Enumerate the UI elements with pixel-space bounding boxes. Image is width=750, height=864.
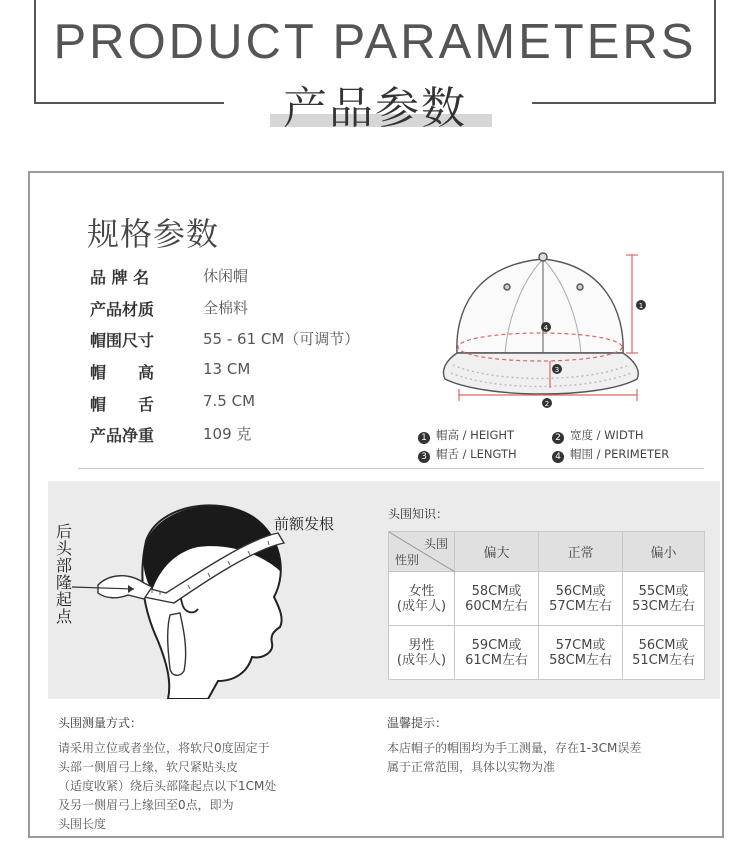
spec-value: 7.5 CM xyxy=(203,392,256,410)
spec-value: 109 克 xyxy=(203,425,252,443)
back-of-head-label: 后头部隆起点 xyxy=(56,522,73,626)
spec-row-circumference xyxy=(90,328,390,354)
spec-label: 产品材质 xyxy=(90,300,155,319)
legend-text: 帽舌 / LENGTH xyxy=(436,447,517,461)
cap-drawing xyxy=(444,253,639,394)
warm-tip-note xyxy=(387,714,687,777)
legend-item-height xyxy=(418,427,514,444)
header-title-cn: 产品参数 xyxy=(283,83,467,134)
spec-label: 品 牌 名 xyxy=(90,268,150,287)
table-corner-cell xyxy=(389,532,455,572)
table-row xyxy=(389,626,705,680)
gender-cell: 男性 (成年人) xyxy=(389,626,455,680)
spec-title: 规格参数 xyxy=(87,215,220,253)
svg-text:1: 1 xyxy=(638,302,644,310)
size-cell: 58CM或 60CM左右 xyxy=(455,572,539,626)
column-header: 偏大 xyxy=(455,532,539,572)
marker-3 xyxy=(552,364,562,374)
section-divider xyxy=(78,468,704,469)
spec-row-height xyxy=(90,360,390,386)
gender-cell: 女性 (成年人) xyxy=(389,572,455,626)
spec-value: 55 - 61 CM（可调节） xyxy=(203,330,360,348)
header-title-en: PRODUCT PARAMETERS xyxy=(53,15,697,69)
marker-1 xyxy=(636,300,646,310)
measurement-method-note xyxy=(58,714,328,834)
cap-diagram xyxy=(425,243,655,413)
legend-number: 2 xyxy=(552,432,564,444)
spec-row-brim xyxy=(90,392,390,418)
head-illustration xyxy=(48,481,378,699)
spec-value: 13 CM xyxy=(203,360,251,378)
marker-4 xyxy=(541,322,551,332)
spec-label: 帽 舌 xyxy=(90,395,155,414)
measurement-method-text: 请采用立位或者坐位，将软尺0度固定于 头部一侧眉弓上缘，软尺紧贴头皮 （适度收紧）绕后头部隆起点以下1CM处 及另一侧眉弓上缘回至0点，即为 头围长度 xyxy=(58,741,277,831)
svg-text:4: 4 xyxy=(543,324,549,332)
warm-tip-text: 本店帽子的帽围均为手工测量，存在1-3CM误差 属于正常范围，具体以实物为准 xyxy=(387,741,642,774)
size-cell: 56CM或 57CM左右 xyxy=(539,572,623,626)
product-parameter-card xyxy=(28,171,724,838)
legend-item-width xyxy=(552,427,643,444)
spec-value: 全棉料 xyxy=(203,299,249,317)
warm-tip-title: 温馨提示： xyxy=(387,716,448,730)
size-cell: 55CM或 53CM左右 xyxy=(623,572,705,626)
size-cell: 57CM或 58CM左右 xyxy=(539,626,623,680)
spec-label: 帽 高 xyxy=(90,363,155,382)
size-table-panel xyxy=(374,481,720,699)
spec-label: 帽围尺寸 xyxy=(90,331,155,350)
legend-number: 4 xyxy=(552,451,564,463)
size-cell: 59CM或 61CM左右 xyxy=(455,626,539,680)
spec-row-material xyxy=(90,297,390,323)
corner-label-gender: 性别 xyxy=(395,553,420,567)
legend-text: 宽度 / WIDTH xyxy=(570,428,644,442)
table-row xyxy=(389,572,705,626)
spec-label: 产品净重 xyxy=(90,426,155,445)
legend-item-length xyxy=(418,446,517,463)
spec-row-brand xyxy=(90,265,390,291)
legend-number: 3 xyxy=(418,451,430,463)
measurement-method-title: 头围测量方式： xyxy=(58,716,143,730)
spec-value: 休闲帽 xyxy=(203,267,249,285)
svg-text:2: 2 xyxy=(544,400,550,408)
legend-text: 帽高 / HEIGHT xyxy=(436,428,515,442)
corner-label-head: 头围 xyxy=(423,537,448,551)
table-header-row xyxy=(389,532,705,572)
marker-2 xyxy=(542,398,552,408)
legend-text: 帽围 / PERIMETER xyxy=(570,447,670,461)
size-cell: 56CM或 51CM左右 xyxy=(623,626,705,680)
legend-item-perimeter xyxy=(552,446,669,463)
size-table xyxy=(388,531,705,680)
legend-number: 1 xyxy=(418,432,430,444)
forehead-label: 前额发根 xyxy=(274,515,335,533)
svg-text:3: 3 xyxy=(554,366,560,374)
column-header: 正常 xyxy=(539,532,623,572)
column-header: 偏小 xyxy=(623,532,705,572)
size-table-title: 头围知识： xyxy=(388,507,449,521)
head-measurement-panel xyxy=(48,481,378,699)
spec-row-weight xyxy=(90,423,390,449)
